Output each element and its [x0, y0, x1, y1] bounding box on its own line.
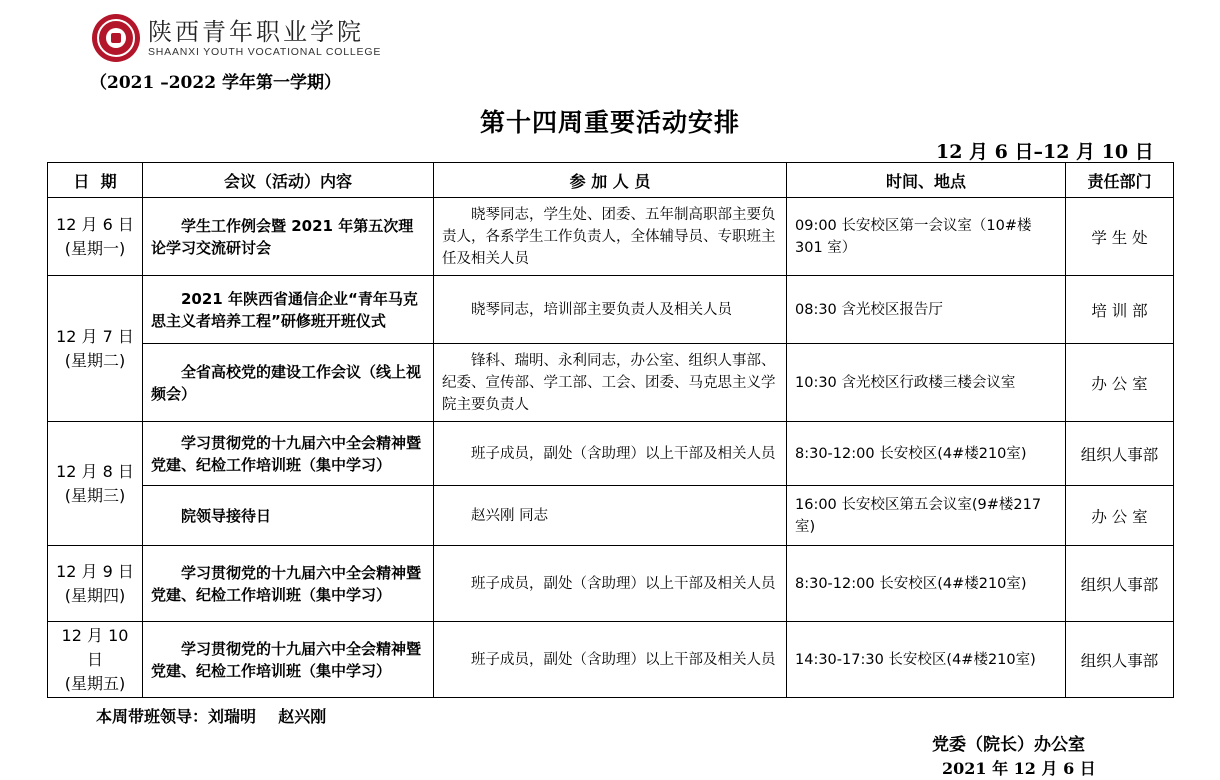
participants: 晓琴同志，培训部主要负责人及相关人员 [434, 276, 787, 344]
responsible-dept: 组织人事部 [1066, 422, 1174, 486]
responsible-dept: 办 公 室 [1066, 344, 1174, 422]
table-row [48, 486, 1174, 546]
week-date-range: 12 月 6 日–12 月 10 日 [936, 141, 1154, 163]
weekday-text: (星期一) [64, 238, 126, 258]
header-department: 责任部门 [1066, 163, 1174, 198]
schedule-table [47, 162, 1174, 698]
college-logo [92, 10, 381, 66]
participants: 班子成员，副处（含助理）以上干部及相关人员 [434, 546, 787, 622]
date-cell [48, 622, 143, 698]
logo-chinese-name: 陕西青年职业学院 [148, 18, 364, 46]
date-text: 12 月 8 日 [56, 461, 134, 481]
table-row [48, 546, 1174, 622]
activity-content: 院领导接待日 [143, 486, 434, 546]
responsible-dept: 培 训 部 [1066, 276, 1174, 344]
time-location: 8:30-12:00 长安校区(4#楼210室) [787, 546, 1066, 622]
table-row [48, 422, 1174, 486]
date-cell [48, 546, 143, 622]
participants: 赵兴刚 同志 [434, 486, 787, 546]
date-text: 12 月 10 日 [61, 625, 129, 669]
activity-content: 学习贯彻党的十九届六中全会精神暨党建、纪检工作培训班（集中学习） [143, 622, 434, 698]
participants: 班子成员，副处（含助理）以上干部及相关人员 [434, 422, 787, 486]
participants: 晓琴同志，学生处、团委、五年制高职部主要负责人，各系学生工作负责人，全体辅导员、专职班主任及相关人员 [434, 198, 787, 276]
date-cell [48, 198, 143, 276]
date-cell [48, 422, 143, 546]
time-location: 8:30-12:00 长安校区(4#楼210室) [787, 422, 1066, 486]
time-location: 10:30 含光校区行政楼三楼会议室 [787, 344, 1066, 422]
date-text: 12 月 7 日 [56, 326, 134, 346]
issue-date: 2021 年 12 月 6 日 [942, 759, 1096, 778]
table-row [48, 198, 1174, 276]
time-location: 08:30 含光校区报告厅 [787, 276, 1066, 344]
table-header-row [48, 163, 1174, 198]
header-time-place: 时间、地点 [787, 163, 1066, 198]
header-people: 参 加 人 员 [434, 163, 787, 198]
time-location: 09:00 长安校区第一会议室（10#楼301 室） [787, 198, 1066, 276]
responsible-dept: 办 公 室 [1066, 486, 1174, 546]
table-row [48, 276, 1174, 344]
participants: 班子成员，副处（含助理）以上干部及相关人员 [434, 622, 787, 698]
table-row [48, 622, 1174, 698]
activity-content: 学习贯彻党的十九届六中全会精神暨党建、纪检工作培训班（集中学习） [143, 422, 434, 486]
date-text: 12 月 6 日 [56, 214, 134, 234]
logo-english-name: SHAANXI YOUTH VOCATIONAL COLLEGE [148, 46, 382, 58]
time-location: 14:30-17:30 长安校区(4#楼210室) [787, 622, 1066, 698]
activity-content: 全省高校党的建设工作会议（线上视频会） [143, 344, 434, 422]
college-seal-icon [92, 14, 140, 62]
activity-content: 学生工作例会暨 2021 年第五次理论学习交流研讨会 [143, 198, 434, 276]
responsible-dept: 组织人事部 [1066, 546, 1174, 622]
activity-content: 学习贯彻党的十九届六中全会精神暨党建、纪检工作培训班（集中学习） [143, 546, 434, 622]
weekday-text: (星期四) [64, 585, 126, 605]
time-location: 16:00 长安校区第五会议室(9#楼217 室) [787, 486, 1066, 546]
responsible-dept: 组织人事部 [1066, 622, 1174, 698]
table-row [48, 344, 1174, 422]
header-date: 日 期 [48, 163, 143, 198]
page-title: 第十四周重要活动安排 [479, 108, 740, 137]
weekday-text: (星期三) [64, 485, 126, 505]
date-text: 12 月 9 日 [56, 561, 134, 581]
semester-label: （2021 –2022 学年第一学期） [90, 73, 341, 93]
responsible-dept: 学 生 处 [1066, 198, 1174, 276]
header-content: 会议（活动）内容 [143, 163, 434, 198]
activity-content: 2021 年陕西省通信企业“青年马克思主义者培养工程”研修班开班仪式 [143, 276, 434, 344]
participants: 锋科、瑞明、永利同志，办公室、组织人事部、纪委、宣传部、学工部、工会、团委、马克思主义学院主要负责人 [434, 344, 787, 422]
date-cell [48, 276, 143, 422]
duty-leaders: 本周带班领导：刘瑞明 赵兴刚 [96, 707, 327, 726]
weekday-text: (星期五) [64, 673, 126, 693]
weekday-text: (星期二) [64, 350, 126, 370]
issuing-office: 党委（院长）办公室 [932, 735, 1085, 755]
